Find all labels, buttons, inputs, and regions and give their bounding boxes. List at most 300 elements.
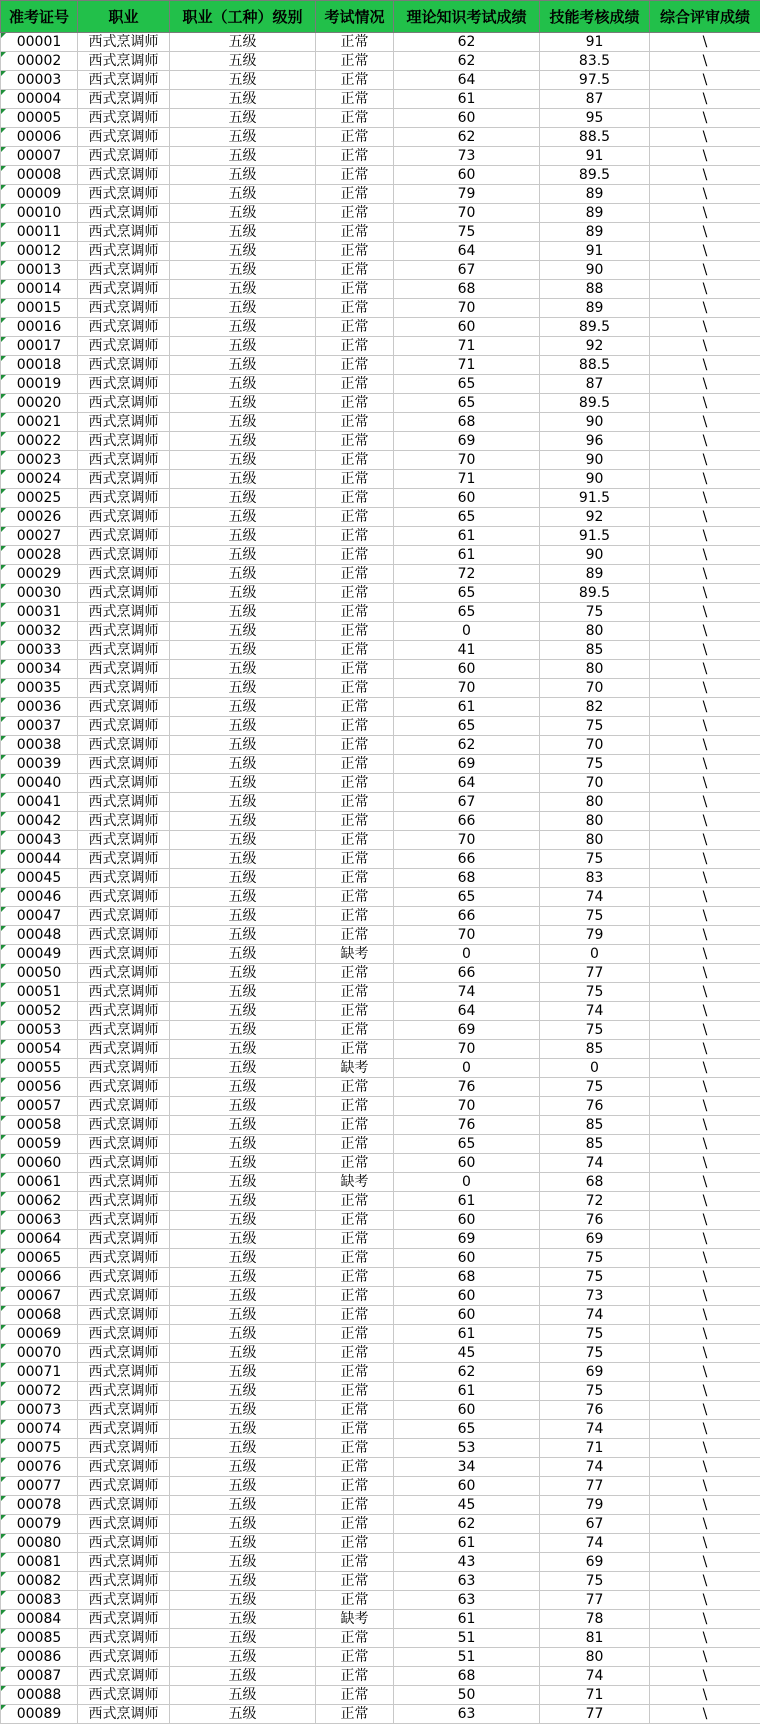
cell-level[interactable]: 五级 [170,1534,316,1553]
cell-exam-id[interactable]: 00033 [1,641,78,660]
cell-review-score[interactable]: \ [650,603,760,622]
cell-exam-id[interactable]: 00084 [1,1610,78,1629]
cell-occupation[interactable]: 西式烹调师 [78,812,170,831]
cell-review-score[interactable]: \ [650,1667,760,1686]
cell-skill-score[interactable]: 75 [540,1325,650,1344]
cell-exam-status[interactable]: 正常 [316,964,394,983]
cell-exam-status[interactable]: 正常 [316,223,394,242]
cell-theory-score[interactable]: 0 [394,622,540,641]
cell-theory-score[interactable]: 60 [394,109,540,128]
cell-theory-score[interactable]: 60 [394,660,540,679]
cell-exam-id[interactable]: 00039 [1,755,78,774]
cell-level[interactable]: 五级 [170,394,316,413]
cell-review-score[interactable]: \ [650,1059,760,1078]
cell-theory-score[interactable]: 61 [394,1610,540,1629]
cell-occupation[interactable]: 西式烹调师 [78,679,170,698]
cell-level[interactable]: 五级 [170,565,316,584]
cell-occupation[interactable]: 西式烹调师 [78,470,170,489]
cell-level[interactable]: 五级 [170,185,316,204]
cell-review-score[interactable]: \ [650,318,760,337]
cell-theory-score[interactable]: 60 [394,166,540,185]
cell-occupation[interactable]: 西式烹调师 [78,1534,170,1553]
cell-theory-score[interactable]: 70 [394,679,540,698]
cell-exam-status[interactable]: 正常 [316,470,394,489]
cell-skill-score[interactable]: 74 [540,1534,650,1553]
cell-level[interactable]: 五级 [170,584,316,603]
cell-exam-id[interactable]: 00040 [1,774,78,793]
cell-exam-status[interactable]: 正常 [316,926,394,945]
header-exam-status[interactable]: 考试情况 [316,1,394,33]
cell-occupation[interactable]: 西式烹调师 [78,1420,170,1439]
cell-exam-status[interactable]: 正常 [316,71,394,90]
cell-skill-score[interactable]: 89 [540,565,650,584]
cell-review-score[interactable]: \ [650,1401,760,1420]
cell-level[interactable]: 五级 [170,831,316,850]
cell-exam-status[interactable]: 正常 [316,622,394,641]
cell-level[interactable]: 五级 [170,356,316,375]
cell-review-score[interactable]: \ [650,1287,760,1306]
cell-exam-status[interactable]: 正常 [316,1553,394,1572]
cell-exam-id[interactable]: 00047 [1,907,78,926]
cell-level[interactable]: 五级 [170,546,316,565]
cell-occupation[interactable]: 西式烹调师 [78,451,170,470]
cell-theory-score[interactable]: 60 [394,1154,540,1173]
cell-review-score[interactable]: \ [650,679,760,698]
cell-exam-status[interactable]: 缺考 [316,1610,394,1629]
cell-occupation[interactable]: 西式烹调师 [78,166,170,185]
cell-level[interactable]: 五级 [170,337,316,356]
cell-occupation[interactable]: 西式烹调师 [78,1040,170,1059]
cell-review-score[interactable]: \ [650,527,760,546]
cell-review-score[interactable]: \ [650,1496,760,1515]
cell-level[interactable]: 五级 [170,223,316,242]
cell-theory-score[interactable]: 34 [394,1458,540,1477]
cell-exam-id[interactable]: 00085 [1,1629,78,1648]
cell-level[interactable]: 五级 [170,33,316,52]
cell-exam-status[interactable]: 正常 [316,774,394,793]
cell-theory-score[interactable]: 68 [394,1667,540,1686]
cell-exam-status[interactable]: 正常 [316,907,394,926]
cell-theory-score[interactable]: 60 [394,1401,540,1420]
cell-theory-score[interactable]: 65 [394,603,540,622]
cell-level[interactable]: 五级 [170,812,316,831]
cell-level[interactable]: 五级 [170,983,316,1002]
cell-exam-status[interactable]: 正常 [316,356,394,375]
cell-review-score[interactable]: \ [650,261,760,280]
cell-exam-status[interactable]: 正常 [316,1154,394,1173]
cell-review-score[interactable]: \ [650,869,760,888]
cell-occupation[interactable]: 西式烹调师 [78,869,170,888]
cell-review-score[interactable]: \ [650,717,760,736]
cell-theory-score[interactable]: 65 [394,508,540,527]
cell-occupation[interactable]: 西式烹调师 [78,907,170,926]
cell-skill-score[interactable]: 80 [540,812,650,831]
cell-exam-status[interactable]: 正常 [316,261,394,280]
cell-skill-score[interactable]: 74 [540,1306,650,1325]
cell-exam-id[interactable]: 00052 [1,1002,78,1021]
cell-theory-score[interactable]: 60 [394,1306,540,1325]
cell-skill-score[interactable]: 75 [540,1249,650,1268]
cell-level[interactable]: 五级 [170,1230,316,1249]
cell-occupation[interactable]: 西式烹调师 [78,641,170,660]
cell-exam-status[interactable]: 正常 [316,166,394,185]
cell-theory-score[interactable]: 45 [394,1344,540,1363]
cell-level[interactable]: 五级 [170,1553,316,1572]
cell-level[interactable]: 五级 [170,109,316,128]
cell-review-score[interactable]: \ [650,52,760,71]
cell-level[interactable]: 五级 [170,1667,316,1686]
cell-level[interactable]: 五级 [170,1572,316,1591]
cell-level[interactable]: 五级 [170,280,316,299]
cell-level[interactable]: 五级 [170,470,316,489]
cell-exam-id[interactable]: 00065 [1,1249,78,1268]
cell-level[interactable]: 五级 [170,1610,316,1629]
cell-exam-status[interactable]: 正常 [316,90,394,109]
cell-review-score[interactable]: \ [650,622,760,641]
cell-skill-score[interactable]: 0 [540,1059,650,1078]
cell-skill-score[interactable]: 75 [540,1268,650,1287]
cell-level[interactable]: 五级 [170,1116,316,1135]
cell-exam-status[interactable]: 正常 [316,489,394,508]
cell-exam-status[interactable]: 正常 [316,432,394,451]
cell-exam-id[interactable]: 00042 [1,812,78,831]
cell-level[interactable]: 五级 [170,736,316,755]
cell-review-score[interactable]: \ [650,850,760,869]
cell-exam-id[interactable]: 00068 [1,1306,78,1325]
cell-exam-status[interactable]: 正常 [316,983,394,1002]
cell-theory-score[interactable]: 69 [394,755,540,774]
cell-exam-status[interactable]: 正常 [316,1078,394,1097]
cell-exam-status[interactable]: 正常 [316,1458,394,1477]
cell-review-score[interactable]: \ [650,1363,760,1382]
cell-review-score[interactable]: \ [650,1325,760,1344]
cell-occupation[interactable]: 西式烹调师 [78,1249,170,1268]
cell-exam-id[interactable]: 00030 [1,584,78,603]
cell-level[interactable]: 五级 [170,52,316,71]
cell-theory-score[interactable]: 45 [394,1496,540,1515]
cell-exam-id[interactable]: 00067 [1,1287,78,1306]
cell-level[interactable]: 五级 [170,128,316,147]
cell-theory-score[interactable]: 61 [394,1534,540,1553]
cell-review-score[interactable]: \ [650,280,760,299]
cell-exam-status[interactable]: 正常 [316,1401,394,1420]
cell-occupation[interactable]: 西式烹调师 [78,1021,170,1040]
cell-exam-status[interactable]: 正常 [316,1097,394,1116]
cell-exam-status[interactable]: 正常 [316,755,394,774]
cell-level[interactable]: 五级 [170,1496,316,1515]
cell-occupation[interactable]: 西式烹调师 [78,52,170,71]
cell-skill-score[interactable]: 80 [540,622,650,641]
cell-theory-score[interactable]: 60 [394,1211,540,1230]
cell-exam-status[interactable]: 正常 [316,1534,394,1553]
cell-review-score[interactable]: \ [650,1344,760,1363]
cell-occupation[interactable]: 西式烹调师 [78,356,170,375]
cell-exam-id[interactable]: 00064 [1,1230,78,1249]
cell-exam-status[interactable]: 正常 [316,1629,394,1648]
cell-review-score[interactable]: \ [650,432,760,451]
cell-skill-score[interactable]: 89 [540,299,650,318]
cell-level[interactable]: 五级 [170,1344,316,1363]
cell-theory-score[interactable]: 66 [394,850,540,869]
header-skill-score[interactable]: 技能考核成绩 [540,1,650,33]
cell-occupation[interactable]: 西式烹调师 [78,660,170,679]
cell-level[interactable]: 五级 [170,774,316,793]
cell-exam-status[interactable]: 正常 [316,185,394,204]
cell-review-score[interactable]: \ [650,1002,760,1021]
cell-review-score[interactable]: \ [650,1534,760,1553]
cell-skill-score[interactable]: 85 [540,1116,650,1135]
cell-level[interactable]: 五级 [170,1591,316,1610]
cell-occupation[interactable]: 西式烹调师 [78,1705,170,1724]
cell-occupation[interactable]: 西式烹调师 [78,1363,170,1382]
cell-skill-score[interactable]: 92 [540,508,650,527]
cell-occupation[interactable]: 西式烹调师 [78,1097,170,1116]
cell-skill-score[interactable]: 75 [540,717,650,736]
cell-exam-id[interactable]: 00056 [1,1078,78,1097]
cell-occupation[interactable]: 西式烹调师 [78,1439,170,1458]
cell-occupation[interactable]: 西式烹调师 [78,1211,170,1230]
cell-review-score[interactable]: \ [650,698,760,717]
cell-level[interactable]: 五级 [170,964,316,983]
cell-occupation[interactable]: 西式烹调师 [78,983,170,1002]
cell-skill-score[interactable]: 89.5 [540,584,650,603]
cell-level[interactable]: 五级 [170,1439,316,1458]
cell-theory-score[interactable]: 66 [394,907,540,926]
cell-skill-score[interactable]: 90 [540,470,650,489]
cell-exam-id[interactable]: 00043 [1,831,78,850]
cell-review-score[interactable]: \ [650,1458,760,1477]
cell-occupation[interactable]: 西式烹调师 [78,1553,170,1572]
cell-occupation[interactable]: 西式烹调师 [78,831,170,850]
cell-exam-status[interactable]: 正常 [316,337,394,356]
cell-exam-status[interactable]: 正常 [316,869,394,888]
cell-occupation[interactable]: 西式烹调师 [78,1401,170,1420]
cell-exam-status[interactable]: 正常 [316,1572,394,1591]
cell-theory-score[interactable]: 68 [394,280,540,299]
cell-exam-id[interactable]: 00026 [1,508,78,527]
cell-occupation[interactable]: 西式烹调师 [78,717,170,736]
cell-exam-status[interactable]: 正常 [316,812,394,831]
cell-level[interactable]: 五级 [170,603,316,622]
cell-review-score[interactable]: \ [650,584,760,603]
cell-exam-status[interactable]: 正常 [316,1686,394,1705]
cell-exam-id[interactable]: 00025 [1,489,78,508]
cell-review-score[interactable]: \ [650,660,760,679]
cell-level[interactable]: 五级 [170,451,316,470]
cell-level[interactable]: 五级 [170,261,316,280]
cell-occupation[interactable]: 西式烹调师 [78,1002,170,1021]
cell-exam-id[interactable]: 00003 [1,71,78,90]
cell-theory-score[interactable]: 70 [394,204,540,223]
cell-exam-status[interactable]: 正常 [316,736,394,755]
cell-level[interactable]: 五级 [170,1192,316,1211]
cell-exam-id[interactable]: 00074 [1,1420,78,1439]
cell-skill-score[interactable]: 70 [540,679,650,698]
cell-theory-score[interactable]: 62 [394,33,540,52]
cell-exam-status[interactable]: 正常 [316,1382,394,1401]
cell-skill-score[interactable]: 76 [540,1097,650,1116]
cell-theory-score[interactable]: 60 [394,1249,540,1268]
cell-skill-score[interactable]: 79 [540,926,650,945]
cell-level[interactable]: 五级 [170,299,316,318]
cell-skill-score[interactable]: 73 [540,1287,650,1306]
header-level[interactable]: 职业（工种）级别 [170,1,316,33]
cell-review-score[interactable]: \ [650,546,760,565]
cell-skill-score[interactable]: 91 [540,242,650,261]
cell-occupation[interactable]: 西式烹调师 [78,489,170,508]
cell-level[interactable]: 五级 [170,1211,316,1230]
cell-exam-id[interactable]: 00005 [1,109,78,128]
cell-exam-id[interactable]: 00075 [1,1439,78,1458]
cell-exam-status[interactable]: 正常 [316,1268,394,1287]
cell-theory-score[interactable]: 66 [394,812,540,831]
cell-review-score[interactable]: \ [650,1192,760,1211]
cell-level[interactable]: 五级 [170,1515,316,1534]
cell-exam-status[interactable]: 正常 [316,1667,394,1686]
cell-exam-id[interactable]: 00034 [1,660,78,679]
cell-skill-score[interactable]: 85 [540,641,650,660]
cell-review-score[interactable]: \ [650,1705,760,1724]
cell-review-score[interactable]: \ [650,888,760,907]
cell-exam-id[interactable]: 00015 [1,299,78,318]
cell-skill-score[interactable]: 81 [540,1629,650,1648]
cell-level[interactable]: 五级 [170,1458,316,1477]
cell-exam-id[interactable]: 00041 [1,793,78,812]
cell-review-score[interactable]: \ [650,1439,760,1458]
cell-skill-score[interactable]: 72 [540,1192,650,1211]
cell-exam-id[interactable]: 00011 [1,223,78,242]
cell-level[interactable]: 五级 [170,755,316,774]
cell-occupation[interactable]: 西式烹调师 [78,1686,170,1705]
cell-skill-score[interactable]: 90 [540,451,650,470]
cell-exam-id[interactable]: 00013 [1,261,78,280]
cell-exam-status[interactable]: 正常 [316,1496,394,1515]
cell-theory-score[interactable]: 65 [394,394,540,413]
cell-occupation[interactable]: 西式烹调师 [78,1458,170,1477]
header-exam-id[interactable]: 准考证号 [1,1,78,33]
cell-skill-score[interactable]: 75 [540,755,650,774]
cell-occupation[interactable]: 西式烹调师 [78,90,170,109]
cell-theory-score[interactable]: 61 [394,546,540,565]
header-review-score[interactable]: 综合评审成绩 [650,1,760,33]
cell-occupation[interactable]: 西式烹调师 [78,299,170,318]
cell-level[interactable]: 五级 [170,1363,316,1382]
cell-level[interactable]: 五级 [170,1629,316,1648]
cell-occupation[interactable]: 西式烹调师 [78,1382,170,1401]
cell-theory-score[interactable]: 68 [394,1268,540,1287]
cell-review-score[interactable]: \ [650,1249,760,1268]
cell-exam-id[interactable]: 00007 [1,147,78,166]
cell-review-score[interactable]: \ [650,1078,760,1097]
cell-exam-status[interactable]: 正常 [316,1515,394,1534]
cell-exam-id[interactable]: 00053 [1,1021,78,1040]
cell-exam-id[interactable]: 00036 [1,698,78,717]
cell-exam-id[interactable]: 00050 [1,964,78,983]
cell-skill-score[interactable]: 78 [540,1610,650,1629]
cell-exam-id[interactable]: 00032 [1,622,78,641]
cell-review-score[interactable]: \ [650,166,760,185]
cell-occupation[interactable]: 西式烹调师 [78,1629,170,1648]
cell-theory-score[interactable]: 72 [394,565,540,584]
cell-occupation[interactable]: 西式烹调师 [78,337,170,356]
cell-theory-score[interactable]: 70 [394,299,540,318]
cell-exam-status[interactable]: 正常 [316,1705,394,1724]
cell-exam-status[interactable]: 正常 [316,603,394,622]
cell-exam-id[interactable]: 00016 [1,318,78,337]
cell-level[interactable]: 五级 [170,1325,316,1344]
cell-exam-id[interactable]: 00063 [1,1211,78,1230]
cell-exam-status[interactable]: 正常 [316,1192,394,1211]
cell-exam-id[interactable]: 00073 [1,1401,78,1420]
cell-theory-score[interactable]: 60 [394,318,540,337]
cell-theory-score[interactable]: 65 [394,1420,540,1439]
cell-exam-status[interactable]: 正常 [316,52,394,71]
cell-exam-id[interactable]: 00027 [1,527,78,546]
cell-level[interactable]: 五级 [170,1306,316,1325]
cell-exam-status[interactable]: 缺考 [316,1173,394,1192]
cell-theory-score[interactable]: 68 [394,413,540,432]
cell-level[interactable]: 五级 [170,907,316,926]
cell-review-score[interactable]: \ [650,356,760,375]
cell-theory-score[interactable]: 62 [394,128,540,147]
cell-exam-id[interactable]: 00087 [1,1667,78,1686]
cell-occupation[interactable]: 西式烹调师 [78,850,170,869]
cell-skill-score[interactable]: 96 [540,432,650,451]
cell-review-score[interactable]: \ [650,736,760,755]
cell-exam-status[interactable]: 正常 [316,565,394,584]
cell-skill-score[interactable]: 71 [540,1439,650,1458]
cell-level[interactable]: 五级 [170,375,316,394]
cell-occupation[interactable]: 西式烹调师 [78,736,170,755]
cell-review-score[interactable]: \ [650,1477,760,1496]
cell-theory-score[interactable]: 53 [394,1439,540,1458]
cell-theory-score[interactable]: 70 [394,926,540,945]
cell-theory-score[interactable]: 63 [394,1591,540,1610]
cell-occupation[interactable]: 西式烹调师 [78,1325,170,1344]
cell-skill-score[interactable]: 75 [540,983,650,1002]
cell-skill-score[interactable]: 87 [540,375,650,394]
cell-skill-score[interactable]: 91 [540,33,650,52]
cell-level[interactable]: 五级 [170,527,316,546]
cell-occupation[interactable]: 西式烹调师 [78,603,170,622]
cell-level[interactable]: 五级 [170,1040,316,1059]
cell-occupation[interactable]: 西式烹调师 [78,185,170,204]
cell-skill-score[interactable]: 75 [540,1572,650,1591]
cell-exam-status[interactable]: 正常 [316,698,394,717]
cell-exam-status[interactable]: 缺考 [316,945,394,964]
cell-level[interactable]: 五级 [170,622,316,641]
cell-theory-score[interactable]: 61 [394,698,540,717]
cell-review-score[interactable]: \ [650,1135,760,1154]
cell-level[interactable]: 五级 [170,1078,316,1097]
cell-skill-score[interactable]: 79 [540,1496,650,1515]
cell-skill-score[interactable]: 91.5 [540,527,650,546]
cell-exam-id[interactable]: 00082 [1,1572,78,1591]
cell-occupation[interactable]: 西式烹调师 [78,1192,170,1211]
cell-theory-score[interactable]: 79 [394,185,540,204]
cell-theory-score[interactable]: 62 [394,1515,540,1534]
cell-occupation[interactable]: 西式烹调师 [78,1667,170,1686]
cell-theory-score[interactable]: 64 [394,774,540,793]
cell-exam-id[interactable]: 00081 [1,1553,78,1572]
cell-theory-score[interactable]: 0 [394,1059,540,1078]
cell-skill-score[interactable]: 89.5 [540,394,650,413]
cell-review-score[interactable]: \ [650,565,760,584]
cell-occupation[interactable]: 西式烹调师 [78,242,170,261]
cell-exam-status[interactable]: 正常 [316,1002,394,1021]
cell-theory-score[interactable]: 70 [394,1097,540,1116]
header-occupation[interactable]: 职业 [78,1,170,33]
